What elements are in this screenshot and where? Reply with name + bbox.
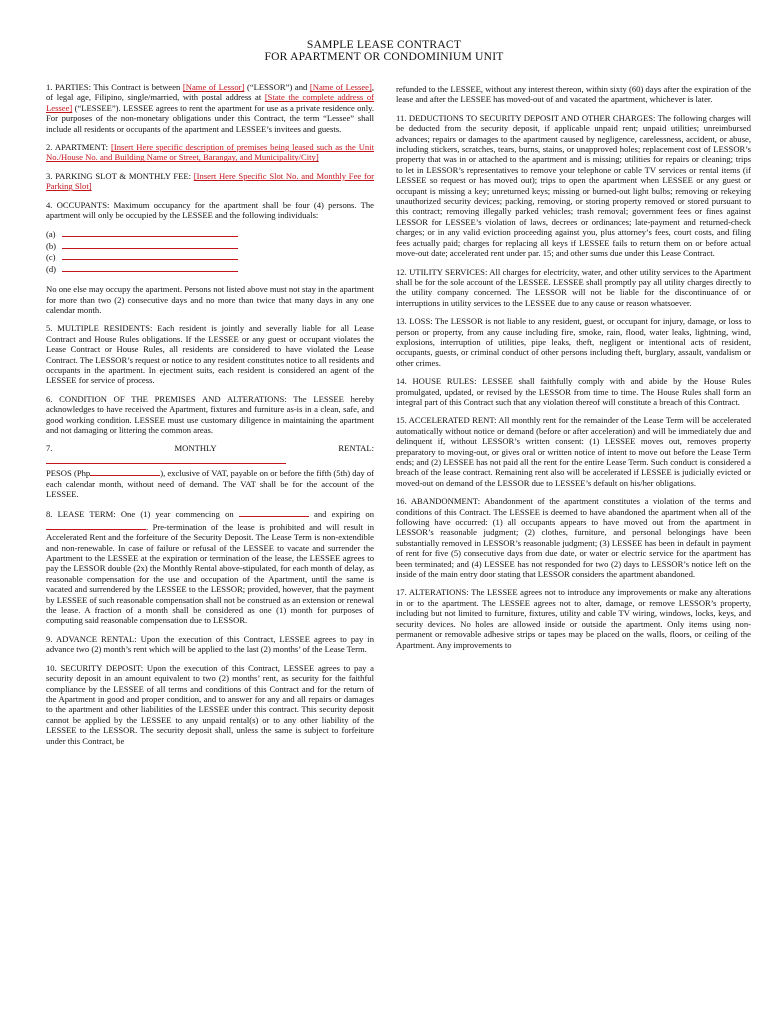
section-deductions: 11. DEDUCTIONS TO SECURITY DEPOSIT AND OTHER CHARGES: The following charges will be deducted from the security deposit, if applicable unpaid rent; unpaid utilities; unreimbursed advances; repairs or damages to the apartment caused by negligence, carelessness, accident, or abuse, including stickers, scratches, tears, burns, stains, or unapproved holes; replacement cost of LESSOR’s property that was in or attached to the apartment and is missing; utilities for repairs or cleaning; trips to let in LESSOR’s representatives to remove your telephone or cable TV services or rental items (if LESSEE so request or has moved out); trips to open the apartment when LESSEE or any guest or occupant is missing a key; unreturned keys; missing or burned-out light bulbs; removing or rekeying unauthorized security devices; packing, removing, or storing property removed or stored pursuant to this contract; removing illegally parked vehicles; trash removal; government fees or fines against LESSOR for LESSEE’s violation of laws, decrees or ordinances; late-payment and returned-check charges; or in any valid eviction proceeding against you, plus attorney’s fees, court costs, and filing fees actually paid; charges for replacing all keys if LESSEE fails to return them on or before actual move-out date; accelerated rent under par. 15; and other sums due under this Lease Contract. [396,112,751,259]
section-advance-rental: 9. ADVANCE RENTAL: Upon the execution of this Contract, LESSEE agrees to pay in advance two (2) month’s rent which will be applied to the last (2) months’ of the Lease Term. [46,633,374,655]
section-condition: 6. CONDITION OF THE PREMISES AND ALTERATIONS: The LESSEE hereby acknowledges to have received the Apartment, fixtures and furniture as-is in a clean, safe, and good working condition. LESSEE must use customary diligence in maintaining the apartment and not damaging or littering the common areas. [46,393,374,435]
rental-amount-words-blank [46,454,286,464]
occupant-blank [62,228,238,237]
occupant-label: (a) [46,229,56,240]
parties-text-3: , of legal age, Filipino, single/married, with postal address at [46,82,374,103]
occupant-line [46,263,374,274]
occupant-line [46,228,374,239]
occupant-blank [62,263,238,272]
section-occupants: 4. OCCUPANTS: Maximum occupancy for the apartment shall be four (4) persons. The apartment will only be occupied by the LESSEE and the following individuals: [46,199,374,221]
section-parking [46,171,374,192]
section-lease-term [46,507,374,625]
section-multiple-residents: 5. MULTIPLE RESIDENTS: Each resident is jointly and severally liable for all Lease Contract and House Rules obligations. If the LESSEE or any guest or occupant violates the Lease Contract or House Rules, all residents are considered to have violated the Lease Contract. The LESSOR’s request or notice to any resident constitutes notice to all residents and occupants in the apartment. In ejectment suits, each resident is considered an agent of the LESSEE for service of process. [46,323,375,386]
occupant-blank [62,240,238,249]
occupant-label: (c) [46,252,56,263]
lease-start-blank [239,507,309,517]
right-column [396,84,751,658]
apartment-description-placeholder: [Insert Here specific description of premises being leased such as the Unit No./House No. and Building Name or Street, Barangay, and Municipality/City] [46,142,374,163]
lessor-name-placeholder: [Name of Lessor] [182,82,245,92]
apartment-label: 2. APARTMENT: [46,142,111,153]
document-header [0,39,768,63]
lease-term-text: and expiring on [308,509,375,520]
section-apartment [46,142,374,163]
parties-text-2: (“LESSOR”) and [244,82,310,92]
occupant-label: (b) [46,240,57,251]
section-parties [46,82,374,134]
occupant-blank [62,251,238,260]
section-accelerated-rent: 15. ACCELERATED RENT: All monthly rent for the remainder of the Lease Term will be accelerated automatically without notice or demand (before or after acceleration) and will be immediately due and delinquent if, without LESSOR’s written consent: (1) LESSEE moves out, removes property preparatory to moving-out, or gives oral or written notice of intent to move out before the Lease Term ends; and (2) LESSEE has not paid all the rent for the entire Lease Term. Such conduct is considered a breach of the lease contract. Remaining rent also will be accelerated if LESSEE is judicially evicted or moved-out on demand of the LESSOR due to LESSEE’s default on his/her obligations. [396,415,751,488]
left-column [46,82,374,754]
occupant-list [46,228,374,274]
parties-text-4: (“LESSEE”). LESSEE agrees to rent the apartment for use as a private residence only. For purposes of the non-monetary obligations under this Contract, the term “Lessee” shall include all residents or occupants of the apartment and LESSEE’s invitees and guests. [46,102,374,134]
section-utility-services: 12. UTILITY SERVICES: All charges for electricity, water, and other utility services to the Apartment shall be for the sole account of the LESSEE. LESSEE shall promptly pay all utility charges directly to the utility company concerned. The LESSOR will not be liable for the discontinuance of or interruptions in utility services to the LESSEE due to any cause or reason whatsoever. [396,266,751,308]
parking-slot-placeholder: [Insert Here Specific Slot No. and Monthly Fee for Parking Slot] [46,170,374,192]
section-house-rules: 14. HOUSE RULES: LESSEE shall faithfully comply with and abide by the House Rules promulgated, updated, or revised by the LESSOR from time to time. The House Rules shall form an integral part of this Contract such that any violation thereof will constitute a breach of this Contract. [396,376,751,407]
security-deposit-continued: refunded to the LESSEE, without any interest thereon, within sixty (60) days after the expiration of the lease and after the LESSEE has moved-out of and vacated the apartment, whichever is later. [396,84,751,105]
section-abandonment: 16. ABANDONMENT: Abandonment of the apartment constitutes a violation of the terms and conditions of this Contract. The LESSEE is deemed to have abandoned the apartment when all of the following have occurred: (1) all occupants appears to have moved out from the apartment in LESSOR’s reasonable judgment; (2) clothes, furniture, and personal belongings have been substantially removed in LESSOR’s reasonable judgment; (3) LESSEE has been in default in payment of rent for five (5) consecutive days from due date, or water or electric service for the apartment has been terminated; and (4) LESSEE has not responded for two (2) days to LESSOR’s notice left on the inside of the main entry door stating that LESSOR considers the apartment abandoned. [396,496,751,580]
parking-label: 3. PARKING SLOT & MONTHLY FEE: [46,170,194,181]
rental-pesos-label: PESOS (Php [46,468,91,479]
lease-term-label: 8. LEASE TERM: One (1) year commencing on [46,509,239,520]
occupants-restriction: No one else may occupy the apartment. Persons not listed above must not stay in the apartment for more than two (2) consecutive days and no more than twice that many days in any one calendar month. [46,284,374,315]
section-monthly-rental [46,443,374,499]
rental-text: ), exclusive of VAT, payable on or before the fifth (5th) day of each calendar month, without need of demand. The VAT shall be for the account of the LESSEE. [46,468,374,499]
occupant-line [46,251,374,262]
rental-amount-blank [90,466,160,476]
section-alterations: 17. ALTERATIONS: The LESSEE agrees not to introduce any improvements or make any alterations in or to the apartment. The LESSEE agrees not to alter, damage, or remove LESSOR’s property, including but not limited to furniture, fixtures, utility and cable TV wiring, windows, locks, keys, and security devices. No holes are allowed inside or outside the apartment. Only items using non-permanent or removable adhesive strips or tapes may be placed on the walls, floors, or ceiling of the Apartment. Any improvements to [396,587,751,650]
document-subtitle: FOR APARTMENT OR CONDOMINIUM UNIT [264,50,504,63]
lease-end-blank [46,520,146,530]
lessee-name-placeholder: [Name of Lessee] [309,82,372,92]
occupant-line [46,240,374,251]
rental-label: 7. MONTHLY RENTAL: [46,443,374,454]
section-loss: 13. LOSS: The LESSOR is not liable to any resident, guest, or occupant for injury, damage, or loss to person or property, from any cause including fire, smoke, rain, flood, water leaks, lightning, wind, explosions, interruption of utilities, pipe leaks, theft, negligent or intentional acts of resident, occupants, guests, or criminal conduct of other persons including theft, burglary, assault, vandalism or other crimes. [396,316,751,368]
section-security-deposit: 10. SECURITY DEPOSIT: Upon the execution of this Contract, LESSEE agrees to pay a security deposit in an amount equivalent to two (2) months’ rent, as security for the faithful compliance by the LESSEE of all terms and conditions of this Contract and for the return of the Apartment in good and proper condition, and to answer for any and all repairs or damages to the apartment and other liabilities of the LESSEE under this contract. This security deposit cannot be applied by the LESSEE to any unpaid rental(s) or to any other liability of the LESSEE to the LESSOR. The security deposit shall, unless the same is subject to forfeiture under this Contract, be [46,662,374,746]
lease-term-text-2: . Pre-termination of the lease is prohibited and will result in Accelerated Rent and the forfeiture of the Security Deposit. The Lease Term is non-extendible and non-renewable. In case of failure or refusal of the LESSEE to vacate and surrender the Apartment to the LESSEE at the expiration or termination of the lease, the LESSEE agrees to pay the LESSOR double (2x) the Monthly Rental above-stipulated, for each month of delay, as reasonable compensation for the use and occupation of the Apartment, until the same is vacated and surrendered by the LESSEE to the LESSOR; provided, however, that the payment by LESSEE of such reasonable compensation shall not be construed as an extension or renewal the lease. A fraction of a month shall be considered as one (1) month for purposes of computing said reasonable compensation due to LESSOR. [46,521,374,626]
occupant-label: (d) [46,263,57,274]
lessee-address-placeholder: [State the complete address of Lessee] [46,92,374,113]
parties-text: 1. PARTIES: This Contract is between [46,82,183,92]
document-title: SAMPLE LEASE CONTRACT [306,38,462,51]
